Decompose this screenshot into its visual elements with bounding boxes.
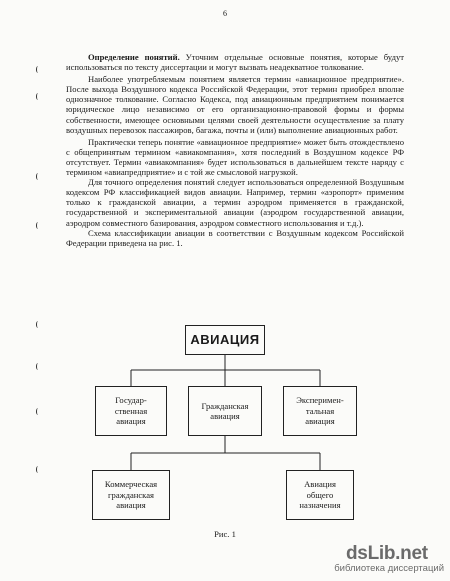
experimental-aviation-label: Эксперимен- тальная авиация bbox=[296, 395, 344, 427]
watermark-subtitle: библиотека диссертаций bbox=[334, 563, 444, 574]
paragraph-scheme-ref: Схема классификации авиации в соответствии с Воздушным кодексом Российской Федерации приведена на рис. 1. bbox=[66, 227, 404, 248]
general-aviation-label: Авиация общего назначения bbox=[299, 479, 341, 511]
box-general-aviation bbox=[286, 470, 354, 520]
definitions-heading: Определение понятий. bbox=[88, 52, 180, 62]
figure-caption: Рис. 1 bbox=[214, 529, 236, 539]
commercial-aviation-label: Коммерческая гражданская авиация bbox=[104, 479, 158, 511]
root-label: АВИАЦИЯ bbox=[190, 331, 260, 347]
box-state-aviation bbox=[95, 386, 167, 436]
box-commercial-civil-aviation bbox=[92, 470, 170, 520]
page-number: 6 bbox=[223, 9, 227, 18]
civil-aviation-label: Гражданская авиация bbox=[201, 400, 249, 421]
watermark-logo: dsLib.net bbox=[346, 543, 428, 564]
paragraph-classification: Для точного определения понятий следует использоваться определенной Воздушным кодексом РФ классификацией видов авиации. Например, термин «аэропорт» применим только к гражданской авиации, а термин аэродром применяется в гражданской, государственной и экспериментальной авиации (аэродром государственной авиации, аэродром совместного базирования, аэродром совместного использования и т.д.). bbox=[66, 177, 404, 228]
box-experimental-aviation bbox=[283, 386, 357, 436]
definitions-text: Уточним отдельные основные понятия, которые будут использоваться по тексту диссертации и могут вызвать неадекватное толкование. bbox=[66, 52, 404, 73]
state-aviation-label: Государ- ственная авиация bbox=[114, 395, 148, 427]
box-civil-aviation bbox=[188, 386, 262, 436]
root-box-aviation bbox=[185, 325, 265, 355]
paragraph-aviation-enterprise: Наиболее употребляемым понятием является термин «авиационное предприятие». После выхода Воздушного кодекса Российской Федерации, этот термин приобрел вполне однозначное толкование. Согласно Кодекса, под авиационным предприятием понимается юридическое лицо независимо от его организационно-правовой формы и формы собственности, имеющее основными целями своей деятельности осуществление за плату воздушных перевозок пассажиров, багажа, почты и (или) выполнение авиационных работ. bbox=[66, 74, 404, 135]
paragraph-airline: Практически теперь понятие «авиационное предприятие» может быть отождествлено с общепринятым термином «авиакомпания», хотя последний в Воздушном кодексе РФ отсутствует. Термин «авиакомпания» будет использоваться в дальнейшем тексте наряду с термином «авиапредприятие» и с той же смысловой нагрузкой. bbox=[66, 136, 404, 178]
